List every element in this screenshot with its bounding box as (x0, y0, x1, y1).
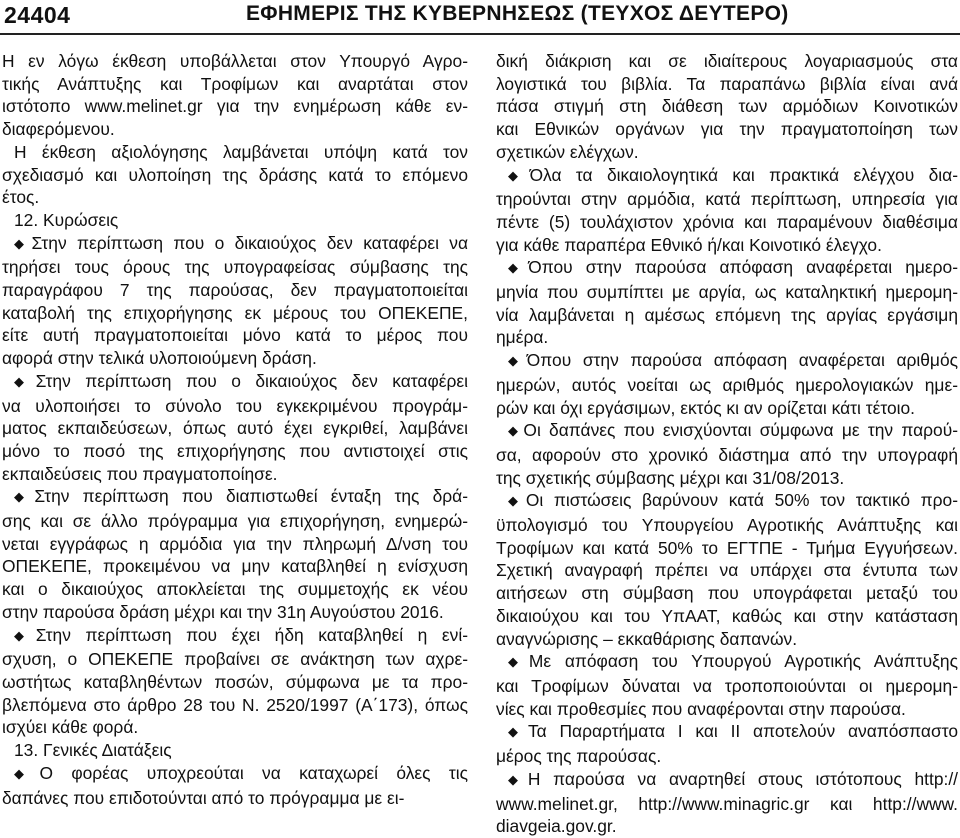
paragraph-sanction-recovery-line (2, 671, 468, 694)
paragraph-general-bookkeeping-line (2, 762, 468, 787)
paragraph-sanction-double-funding-line (2, 555, 468, 578)
line-text: δικαιούχου και του ΥπΑΑΤ, καθώς και στην κατάσταση (496, 605, 958, 626)
paragraph-annexes-line (496, 720, 958, 745)
line-text: σχετικών ελέγχων. (496, 141, 639, 162)
line-text: ρών και όχι εργάσιμων, εκτός κι αν ορίζεται κάτι τέτοιο. (496, 397, 915, 418)
paragraph-documents-retention-line (496, 234, 958, 257)
paragraph-eligible-period-line (496, 444, 958, 467)
paragraph-holiday-deadlines-line (496, 326, 958, 349)
line-text: και Εθνικών οργάνων για την πραγματοποίηση των (496, 119, 958, 140)
bullet-diamond-icon: ◆ (508, 423, 522, 439)
line-text: λογιστικά του βιβλία. Τα παραπάνω βιβλία είναι ανά (496, 73, 958, 94)
line-text: για κάθε παραπέρα Εθνικό ή/και Κοινοτικό έλεγχο. (496, 234, 882, 255)
line-text: έτος. (2, 187, 40, 208)
right-column (496, 50, 959, 837)
line-text: Στην περίπτωση που ο δικαιούχος δεν καταφέρει (35, 370, 469, 391)
paragraph-sanction-terms-line (2, 302, 468, 325)
bullet-diamond-icon: ◆ (508, 167, 528, 183)
paragraph-sanction-partial-line (2, 395, 468, 418)
line-text: Ο φορέας υποχρεούται να καταχωρεί όλες τις (39, 762, 468, 783)
paragraph-sanction-terms-line (2, 232, 468, 257)
line-text: Τροφίμων και κατά 50% το ΕΓΤΠΕ - Τμήμα Εγγυήσεων. (496, 537, 958, 558)
line-text: diavgeia.gov.gr. (496, 816, 617, 837)
bullet-diamond-icon: ◆ (14, 373, 34, 389)
bullet-diamond-icon: ◆ (508, 260, 527, 276)
line-text: νίες και προθεσμίες που αναφέρονται στην παρούσα. (496, 698, 906, 719)
paragraph-report-submission-line (2, 118, 468, 141)
paragraph-publication-line (496, 815, 958, 838)
bullet-diamond-icon: ◆ (508, 353, 525, 369)
line-text: Στην περίπτωση που έχει ήδη καταβληθεί η ενί- (35, 624, 468, 645)
page-number: 24404 (4, 2, 71, 28)
paragraph-sanction-recovery-line (2, 648, 468, 671)
paragraph-documents-retention-line (496, 188, 958, 211)
line-text: και ο δικαιούχος αποκλείεται της συμμετοχής εκ νέου (2, 579, 468, 600)
paragraph-sanction-recovery-line (2, 624, 468, 649)
paragraph-bookkeeping-continued-line (496, 118, 958, 141)
line-text: πέντε (5) τουλάχιστον χρόνια και παραμένουν διαθέσιμα (496, 211, 958, 232)
paragraph-publication-line (496, 793, 958, 816)
paragraph-funding-sources-line (496, 489, 958, 514)
line-text: Όλα τα δικαιολογητικά και πρακτικά ελέγχου δια- (529, 164, 958, 185)
line-text: Όπου στην παρούσα απόφαση αναφέρεται αριθμός (526, 350, 959, 371)
line-text: τηρήσει τους όρους της υπογραφείσας σύμβασης της (2, 257, 468, 278)
line-text: τηρούνται στην αρμόδια, κατά περίπτωση, υπηρεσία για (496, 189, 958, 210)
paragraph-sanction-partial-line (2, 463, 468, 486)
paragraph-publication-line (496, 768, 958, 793)
line-text: σχεδιασμό και υλοποίηση της δράσης κατά το επόμενο (2, 164, 468, 185)
bullet-diamond-icon: ◆ (14, 489, 33, 505)
paragraph-report-evaluation-line (2, 141, 468, 164)
paragraph-calendar-days-line (496, 374, 958, 397)
paragraph-funding-sources-line (496, 605, 958, 628)
paragraph-sanction-recovery-line (2, 716, 468, 739)
line-text: μηνία που συμπίπτει με αργία, ως καταληκτική ημερομη- (496, 282, 958, 303)
paragraph-amendments-line (496, 675, 958, 698)
paragraph-sanction-terms-line (2, 347, 468, 370)
paragraph-sanction-partial-line (2, 440, 468, 463)
paragraph-bookkeeping-continued-line (496, 95, 958, 118)
paragraph-sanction-double-funding-line (2, 533, 468, 556)
line-text: ϋπολογισμό του Υπουργείου Αγροτικής Ανάπτυξης και (496, 515, 958, 536)
line-text: Στην περίπτωση που ο δικαιούχος δεν καταφέρει να (31, 232, 469, 253)
line-text: σχυση, ο ΟΠΕΚΕΠΕ προβαίνει σε ανάκτηση των αχρε- (2, 649, 468, 670)
bullet-diamond-icon: ◆ (508, 771, 526, 787)
paragraph-sanction-partial-line (2, 370, 468, 395)
line-text: διαφερόμενου. (2, 119, 115, 140)
line-text: Οι πιστώσεις βαρύνουν κατά 50% τον τακτικό προ- (525, 490, 958, 511)
paragraph-report-submission-line (2, 50, 468, 73)
journal-title: ΕΦΗΜΕΡΙΣ ΤΗΣ ΚΥΒΕΡΝΗΣΕΩΣ (ΤΕΥΧΟΣ ΔΕΥΤΕΡΟ) (246, 2, 789, 25)
paragraph-funding-sources-line (496, 582, 958, 605)
bullet-diamond-icon: ◆ (14, 765, 38, 781)
paragraph-bookkeeping-continued-line (496, 73, 958, 96)
line-text: Όπου στην παρούσα απόφαση αναφέρεται ημερο- (528, 257, 959, 278)
line-text: ωστήτως καταβληθέντων ποσών, σύμφωνα με τα προ- (2, 671, 468, 692)
paragraph-sanction-double-funding-line (2, 510, 468, 533)
line-text: στην παρούσα δράση μέχρι και την 31η Αυγούστου 2016. (2, 601, 444, 622)
bullet-diamond-icon: ◆ (508, 724, 526, 740)
paragraph-report-evaluation-line (2, 186, 468, 209)
line-text: ιστότοπο www.melinet.gr για την ενημέρωση κάθε εν- (2, 96, 468, 117)
line-text: Η έκθεση αξιολόγησης λαμβάνεται υπόψη κατά τον (14, 141, 468, 162)
paragraph-general-bookkeeping-line (2, 787, 468, 810)
line-text: της σχετικής σύμβασης μέχρι και 31/08/2013. (496, 467, 845, 488)
paragraph-calendar-days-line (496, 397, 958, 420)
paragraph-documents-retention-line (496, 211, 958, 234)
paragraph-report-submission-line (2, 73, 468, 96)
line-text: σα, αφορούν στο χρονικό διάστημα από την υπογραφή (496, 444, 958, 465)
paragraph-sanction-double-funding-line (2, 601, 468, 624)
paragraph-sanction-terms-line (2, 324, 468, 347)
left-column (2, 50, 469, 808)
paragraph-sanction-double-funding-line (2, 578, 468, 601)
section-heading-sanctions: 12. Κυρώσεις (14, 209, 119, 230)
line-text: Στην περίπτωση που διαπιστωθεί ένταξη της δρά- (34, 486, 468, 507)
paragraph-funding-sources-line (496, 628, 958, 651)
paragraph-amendments-line (496, 650, 958, 675)
line-text: ματος εκπαιδεύσεων, όπως αυτό έχει εγκριθεί, λαμβάνει (2, 418, 468, 439)
line-text: παραγράφου 7 της παρούσας, δεν πραγματοποιείται (2, 280, 468, 301)
paragraph-sanction-partial-line (2, 417, 468, 440)
line-text: www.melinet.gr, http://www.minagric.gr και http://www. (496, 793, 958, 814)
paragraph-eligible-period-line (496, 419, 958, 444)
line-text: είτε αυτή πραγματοποιείται μόνο κατά το μέρος που (2, 325, 468, 346)
line-text: καταβολή της επιχορήγησης εκ μέρους του ΟΠΕΚΕΠΕ, (2, 302, 468, 323)
line-text: να υλοποιήσει το σύνολο του εγκεκριμένου προγράμ- (2, 395, 468, 416)
paragraph-documents-retention-line (496, 164, 958, 189)
bullet-diamond-icon: ◆ (508, 654, 527, 670)
paragraph-report-evaluation-line (2, 164, 468, 187)
line-text: μόνο το ποσό της επιχορήγησης που αντιστοιχεί στις (2, 440, 468, 461)
line-text: Η παρούσα να αναρτηθεί στους ιστότοπους http:// (527, 768, 958, 789)
line-text: βλεπόμενα στο άρθρο 28 του Ν. 2520/1997 (Α΄173), όπως (2, 694, 468, 715)
paragraph-amendments-line (496, 698, 958, 721)
line-text: εκπαιδεύσεις που πραγματοποίησε. (2, 463, 278, 484)
line-text: αφορά στην τελικά υλοποιούμενη δράση. (2, 348, 317, 369)
line-text: και Τροφίμων δύναται να τροποποιούνται οι ημερομη- (496, 675, 958, 696)
line-text: σης και σε άλλο πρόγραμμα για επιχορήγηση, ενημερώ- (2, 511, 468, 532)
header-rule (0, 33, 960, 35)
line-text: Με απόφαση του Υπουργού Αγροτικής Ανάπτυξης (528, 651, 958, 672)
line-text: δική διάκριση και σε ιδιαίτερους λογαριασμούς στα (496, 51, 958, 71)
paragraph-bookkeeping-continued-line (496, 50, 958, 73)
line-text: αιτήσεων στη σύμβαση που υπογράφεται μεταξύ του (496, 583, 958, 604)
line-text: ΟΠΕΚΕΠΕ, προκειμένου να μην καταβληθεί η ενίσχυση (2, 556, 468, 577)
line-text: αναγνώρισης – εκκαθάρισης δαπανών. (496, 628, 798, 649)
paragraph-funding-sources-line (496, 559, 958, 582)
line-text: Τα Παραρτήματα Ι και ΙΙ αποτελούν αναπόσπαστο (527, 721, 958, 742)
paragraph-bookkeeping-continued-line (496, 141, 958, 164)
paragraph-report-submission-line (2, 95, 468, 118)
line-text: Σχετική αναγραφή πρέπει να υπάρχει στα έντυπα των (496, 560, 958, 581)
paragraph-calendar-days-line (496, 349, 958, 374)
line-text: ισχύει κάθε φορά. (2, 717, 139, 738)
paragraph-sanction-double-funding-line (2, 485, 468, 510)
paragraph-sanction-recovery-line (2, 694, 468, 717)
section-heading-general-provisions: 13. Γενικές Διατάξεις (14, 740, 172, 761)
line-text: ημέρα. (496, 327, 549, 348)
paragraph-annexes-line (496, 745, 958, 768)
line-text: Η εν λόγω έκθεση υποβάλλεται στον Υπουργό Αγρο- (2, 51, 468, 71)
page-header (0, 0, 960, 36)
paragraph-holiday-deadlines-line (496, 304, 958, 327)
paragraph-holiday-deadlines-line (496, 256, 958, 281)
paragraph-sanction-terms-line (2, 256, 468, 279)
bullet-diamond-icon: ◆ (14, 235, 30, 251)
line-text: νεται εγγράφως η αρμόδια για την πληρωμή Δ/νση του (2, 533, 468, 554)
line-text: δαπάνες που επιδοτούνται από το πρόγραμμα με ει- (2, 787, 405, 808)
line-text: ημερών, αυτός νοείται ως αριθμός ημερολογιακών ημε- (496, 374, 958, 395)
line-text: πάσα στιγμή στη διάθεση των αρμόδιων Κοινοτικών (496, 96, 958, 117)
line-text: Οι δαπάνες που ενισχύονται σύμφωνα με την παρού- (523, 420, 958, 441)
line-text: νία λαμβάνεται η αμέσως επόμενη της αργίας εργάσιμη (496, 304, 958, 325)
paragraph-funding-sources-line (496, 514, 958, 537)
bullet-diamond-icon: ◆ (14, 627, 34, 643)
paragraph-funding-sources-line (496, 537, 958, 560)
paragraph-eligible-period-line (496, 467, 958, 490)
line-text: τικής Ανάπτυξης και Τροφίμων και αναρτάται στον (2, 73, 468, 94)
line-text: μέρος της παρούσας. (496, 746, 662, 767)
paragraph-holiday-deadlines-line (496, 281, 958, 304)
paragraph-sanction-terms-line (2, 279, 468, 302)
bullet-diamond-icon: ◆ (508, 493, 524, 509)
